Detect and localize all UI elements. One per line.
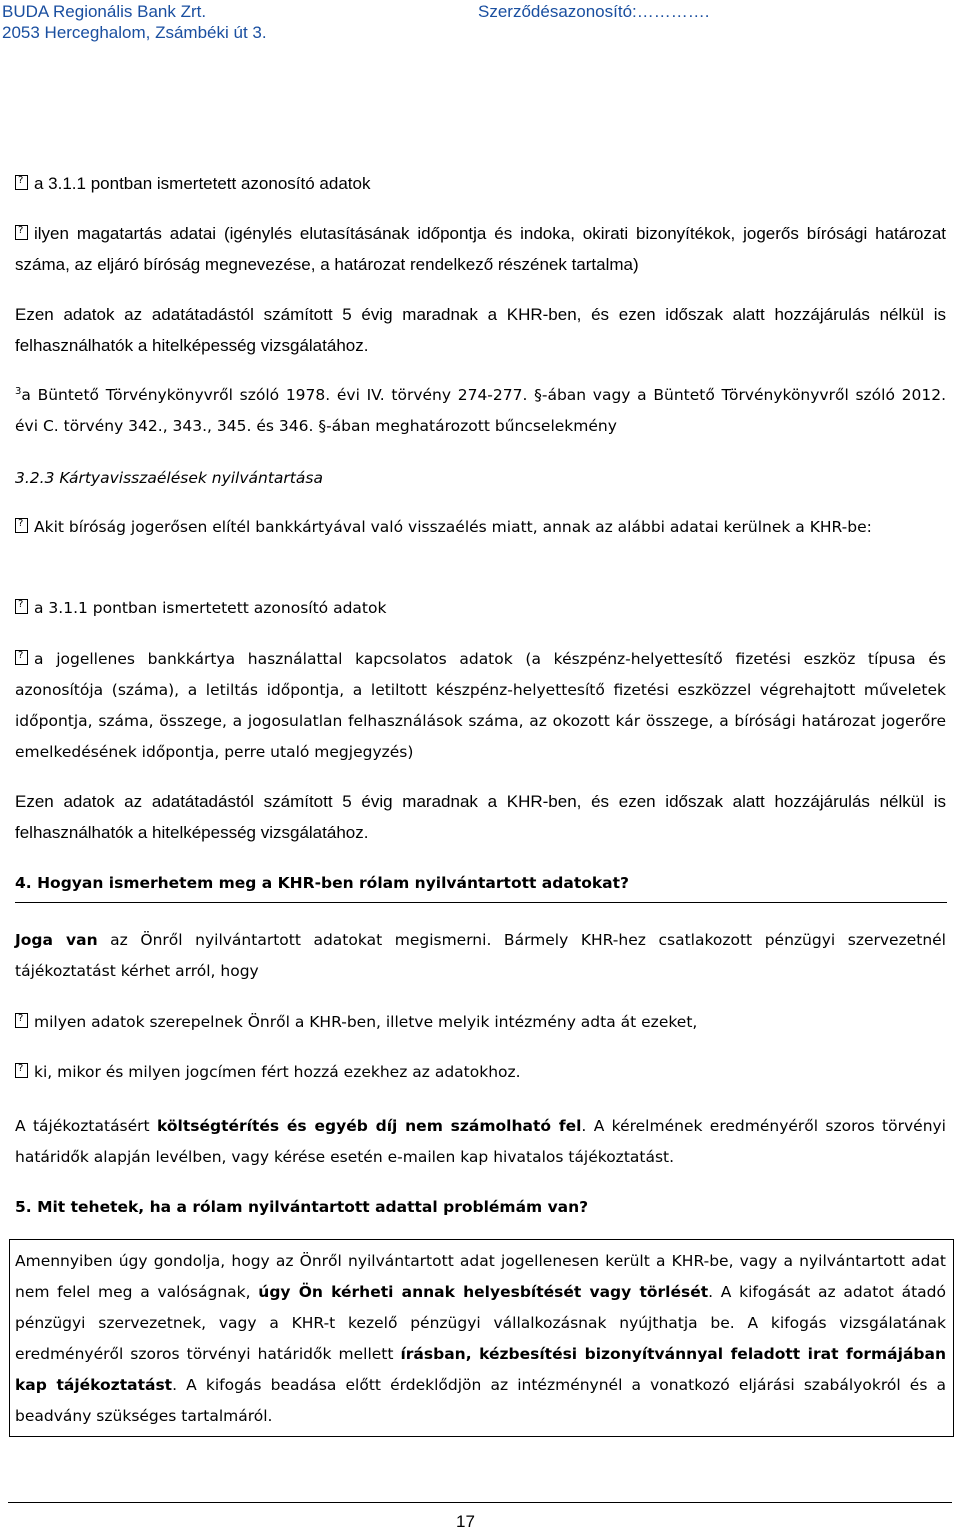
rights-paragraph: Joga van az Önről nyilvántartott adatokat megismerni. Bármely KHR-hez csatlakozott pénzügyi szervezetnél tájékoztatást kérhet arról, hogy — [15, 931, 946, 980]
list-item: ?a 3.1.1 pontban ismertetett azonosító adatok — [15, 593, 946, 624]
bullet-placeholder-icon — [15, 1063, 28, 1078]
bank-address: 2053 Herceghalom, Zsámbéki út 3. — [2, 23, 267, 42]
contract-id-label: Szerződésazonosító:…………. — [478, 2, 710, 21]
list-item: ?a 3.1.1 pontban ismertetett azonosító adatok — [15, 168, 946, 199]
bullet-placeholder-icon — [15, 518, 28, 533]
bullet-placeholder-icon — [15, 599, 28, 614]
footnote-number: 3 — [15, 385, 22, 397]
list-item: ?ki, mikor és milyen jogcímen fért hozzá ezekhez az adatokhoz. — [15, 1057, 946, 1088]
bank-name: BUDA Regionális Bank Zrt. — [2, 2, 207, 21]
divider — [15, 902, 947, 903]
footnote: $^3$a Büntető Törvénykönyvről szóló 1978. évi IV. törvény 274-277. §-ában vagy a Büntető Törvénykönyvről szóló 2012. évi C. törvény 342., 343., 345. és 346. §-ában meghatározott bűncselekmény — [15, 385, 946, 435]
objection-paragraph: Amennyiben úgy gondolja, hogy az Önről nyilvántartott adat jogellenesen került a KHR-be, vagy a nyilvántartott adat nem felel meg a valóságnak, úgy Ön kérheti annak helyesbítését vagy törlését. A kifogását az adatot átadó pénzügyi szervezetnek, vagy a KHR-t kezelő pénzügyi vállalkozásnak nyújthatja be. A kifogás vizsgálatának eredményéről szoros törvényi határidők mellett írásban, kézbesítési bizonyítvánnyal feladott irat formájában kap tájékoztatást. A kifogás beadása előtt érdeklődjön az intézménynél a vonatkozó eljárási szabályokról és a beadvány szükséges tartalmáról. — [15, 1252, 947, 1425]
bullet-placeholder-icon — [15, 1013, 28, 1028]
fee-paragraph: A tájékoztatásért költségtérítés és egyéb díj nem számolható fel. A kérelmének eredményéről szoros törvényi határidők alapján levélben, vagy kérése esetén e-mailen kap hivatalos tájékoztatást. — [15, 1117, 946, 1166]
list-item: ?Akit bíróság jogerősen elítél bankkártyával való visszaélés miatt, annak az alábbi adatai kerülnek a KHR-be: — [15, 512, 946, 543]
bullet-placeholder-icon — [15, 175, 28, 190]
page-number: 17 — [456, 1512, 475, 1531]
footer-divider — [8, 1502, 952, 1503]
retention-paragraph: Ezen adatok az adatátadástól számított 5 évig maradnak a KHR-ben, és ezen időszak alatt hozzájárulás nélkül is felhasználhatók a hitelképesség vizsgálatához. — [15, 792, 946, 842]
list-item: ?ilyen magatartás adatai (igénylés elutasításának időpontja és indoka, okirati bizonyítékok, jogerős bírósági határozat száma, az eljáró bíróság megnevezése, a határozat rendelkező részének tartalma) — [15, 218, 946, 280]
section-5-heading: 5. Mit tehetek, ha a rólam nyilvántartott adattal problémám van? — [15, 1198, 589, 1216]
bullet-placeholder-icon — [15, 650, 28, 665]
section-4-heading: 4. Hogyan ismerhetem meg a KHR-ben rólam nyilvántartott adatokat? — [15, 874, 630, 892]
retention-paragraph: Ezen adatok az adatátadástól számított 5 évig maradnak a KHR-ben, és ezen időszak alatt hozzájárulás nélkül is felhasználhatók a hitelképesség vizsgálatához. — [15, 305, 946, 355]
section-title: 3.2.3 Kártyavisszaélések nyilvántartása — [15, 469, 323, 487]
list-item: ?a jogellenes bankkártya használattal kapcsolatos adatok (a készpénz-helyettesítő fizetési eszköz típusa és azonosítója (száma), a letiltás időpontja, a letiltott készpénz-helyettesítő fizetési eszközzel végrehajtott műveletek időpontja, száma, összege, a jogosulatlan felhasználások száma, az okozott kár összege, a bírósági határozat jogerőre emelkedésének időpontja, perre utaló megjegyzés) — [15, 644, 946, 768]
list-item: ?milyen adatok szerepelnek Önről a KHR-ben, illetve melyik intézmény adta át ezeket, — [15, 1007, 946, 1038]
bullet-placeholder-icon — [15, 225, 28, 240]
